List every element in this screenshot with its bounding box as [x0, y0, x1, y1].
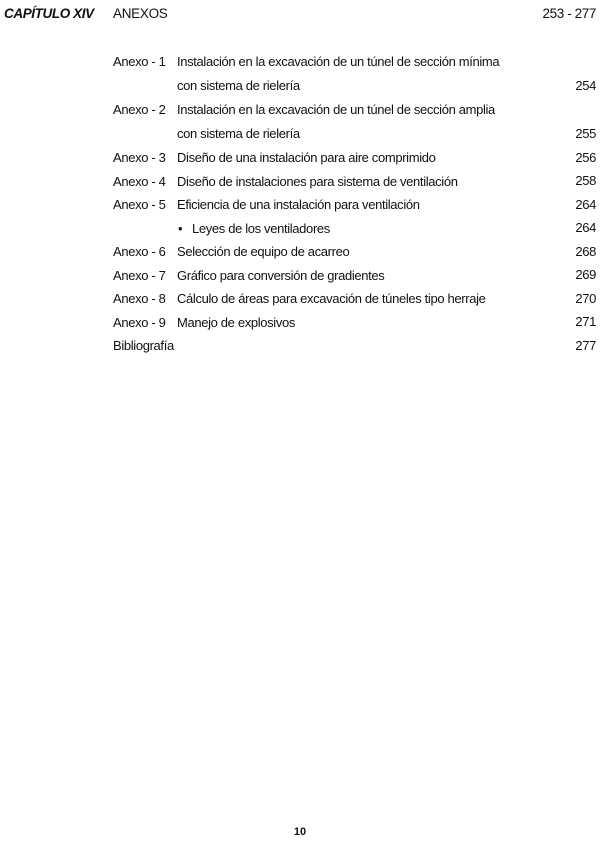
toc-entry-title: Eficiencia de una instalación para ventilación: [177, 197, 420, 212]
toc-entry-page: 277: [575, 337, 596, 353]
toc-entry-title: Selección de equipo de acarreo: [177, 244, 350, 259]
toc-entry-title: Instalación en la excavación de un túnel de sección mínima con sistema de rielería: [177, 54, 500, 93]
toc-entry-page: 270: [575, 290, 596, 306]
toc-entry-bibliografia: [0, 334, 600, 358]
toc-entry-anexo-8: [0, 287, 600, 311]
toc-entry-page: 258: [575, 173, 596, 188]
toc-entry-anexo-7: [0, 264, 600, 288]
toc-entry-page: 271: [575, 314, 596, 329]
toc-entry-anexo-2: [0, 98, 600, 146]
toc-entry-label: Anexo - 7: [113, 267, 166, 283]
toc-entry-label: Anexo - 1: [113, 54, 166, 69]
toc-entry-anexo-6: [0, 240, 600, 264]
toc-entry-label: Anexo - 8: [113, 291, 166, 306]
toc-entry-anexo-5: [0, 193, 600, 217]
toc-entry-title: Manejo de explosivos: [177, 314, 296, 330]
toc-entry-page: 256: [575, 149, 596, 165]
chapter-title: ANEXOS: [113, 6, 168, 21]
chapter-header: [0, 6, 600, 28]
toc-entry-page: 255: [575, 126, 596, 141]
toc-entry-page: 268: [575, 243, 596, 259]
toc-entry-anexo-1: [0, 50, 600, 98]
toc-entry-page: 264: [575, 220, 596, 235]
toc-entry-leyes-ventiladores: [0, 217, 600, 241]
toc-entry-title: [178, 217, 518, 241]
toc-entry-anexo-4: [0, 170, 600, 194]
toc-entry-anexo-9: [0, 311, 600, 335]
toc-entry-label: Anexo - 5: [113, 197, 166, 212]
page-number: 10: [293, 826, 307, 838]
toc-entry-label: Anexo - 9: [113, 314, 166, 330]
toc-subentry-title: Leyes de los ventiladores: [192, 220, 330, 236]
toc-entry-label: Anexo - 6: [113, 244, 166, 259]
toc-entry-anexo-3: [0, 146, 600, 170]
toc-entry-title: Diseño de una instalación para aire comprimido: [177, 150, 436, 165]
table-of-contents: [0, 50, 600, 358]
chapter-page-range: 253 - 277: [542, 6, 596, 21]
toc-entry-title: Diseño de instalaciones para sistema de ventilación: [177, 173, 458, 189]
toc-entry-page: 254: [575, 78, 596, 93]
toc-entry-title: Gráfico para conversión de gradientes: [177, 267, 385, 283]
toc-entry-label: Anexo - 4: [113, 173, 166, 189]
toc-entry-title: Cálculo de áreas para excavación de túneles tipo herraje: [177, 291, 486, 306]
toc-entry-label: Anexo - 3: [113, 150, 166, 165]
chapter-label: CAPÍTULO XIV: [4, 6, 94, 21]
toc-entry-page: 264: [575, 196, 596, 212]
toc-entry-page: 269: [575, 267, 596, 282]
bullet-icon: •: [178, 220, 183, 236]
toc-entry-label: Anexo - 2: [113, 102, 166, 117]
toc-entry-label: Bibliografía: [113, 338, 174, 353]
toc-entry-title: Instalación en la excavación de un túnel de sección amplia con sistema de rielería: [177, 102, 495, 141]
